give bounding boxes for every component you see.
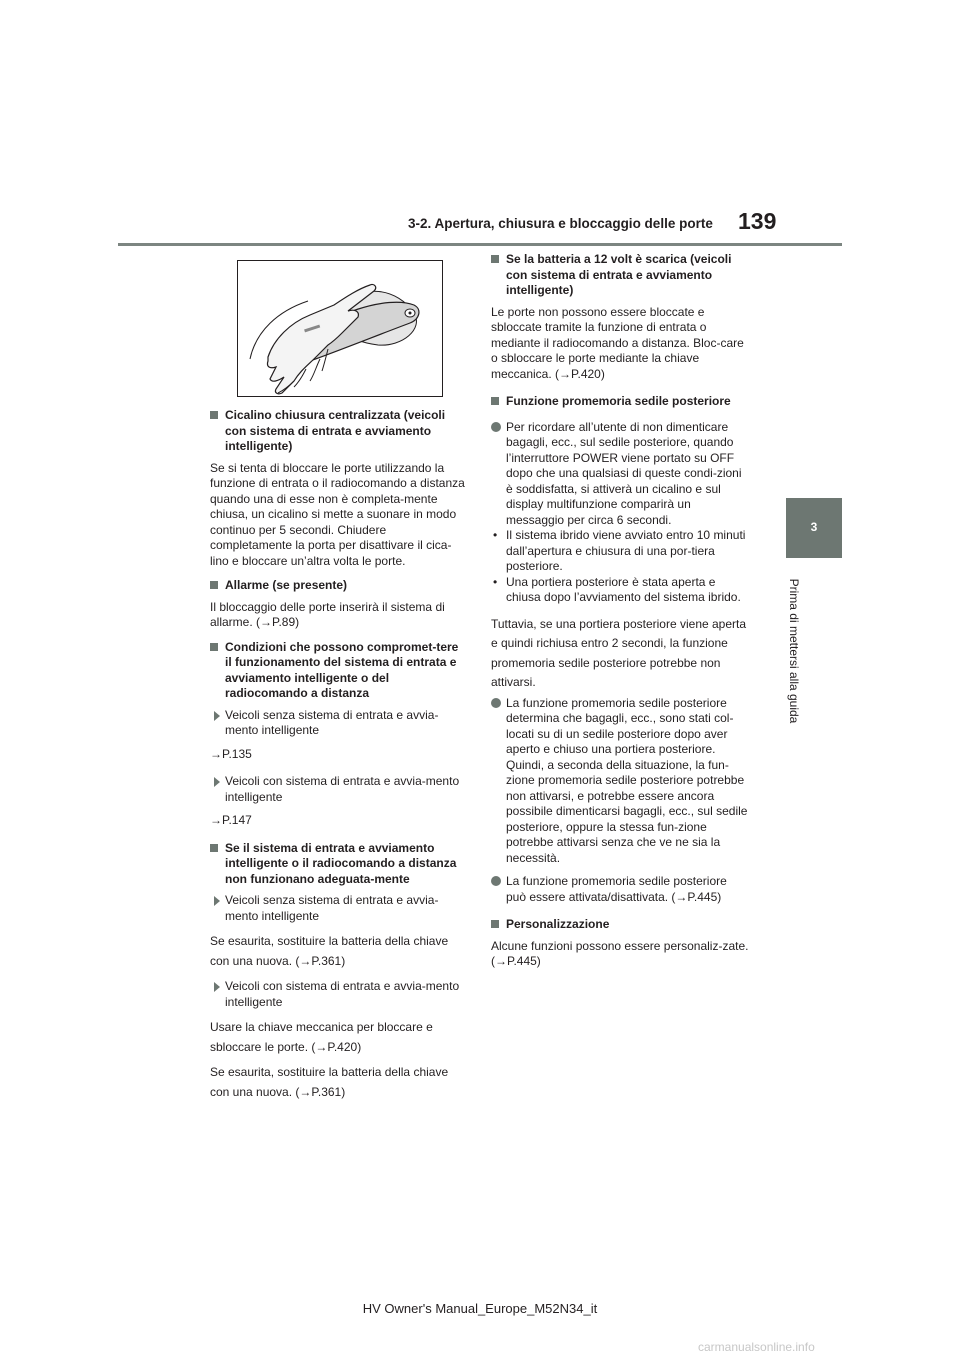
body-text: Tuttavia, se una portiera posteriore viene aperta e quindi richiusa entro 2 secondi, la funzione promemoria sedile posteriore potrebbe non attivarsi.	[491, 616, 747, 689]
square-bullet-icon	[210, 844, 218, 852]
watermark: carmanualsonline.info	[698, 1340, 815, 1354]
section-heading: Allarme (se presente)	[210, 578, 468, 594]
body-text: Il bloccaggio delle porte inserirà il sistema di allarme. (→P.89)	[210, 599, 445, 629]
list-item: Veicoli con sistema di entrata e avvia-mento intelligente	[210, 774, 468, 805]
triangle-bullet-icon	[214, 982, 220, 992]
right-column	[491, 252, 749, 979]
body-text: Usare la chiave meccanica per bloccare e sbloccare le porte. (→P.420)	[210, 1020, 433, 1054]
circle-bullet-icon	[491, 422, 501, 432]
triangle-bullet-icon	[214, 711, 220, 721]
bullet-marker: •	[493, 528, 498, 542]
square-bullet-icon	[210, 643, 218, 651]
hand-door-handle-figure	[237, 260, 443, 397]
list-item: Per ricordare all’utente di non dimenticare bagagli, ecc., sul sedile posteriore, quando l’interruttore POWER viene portato su OFF dopo che una qualsiasi di queste condi-zioni è soddisfatta, si attiverà un cicalino e sul display multifunzione comparirà un messaggio per circa 6 secondi.	[491, 420, 749, 529]
section-heading: Condizioni che possono compromet-tere il funzionamento del sistema di entrata e avviamento intelligente o del radiocomando a distanza	[210, 640, 468, 702]
hand-on-door-handle-illustration	[238, 261, 442, 396]
body-text: Se si tenta di bloccare le porte utilizzando la funzione di entrata o il radiocomando a distanza quando una di esse non è completa-mente chiusa, un cicalino si mette a suonare in modo continuo per 5 secondi. Chiudere completamente la porta per disattivare il cica-lino e bloccare un’altra volta le porte.	[210, 460, 465, 568]
square-bullet-icon	[491, 255, 499, 263]
page-number: 139	[738, 208, 777, 234]
list-item: • Il sistema ibrido viene avviato entro 10 minuti dall’apertura e chiusura di una por-tiera posteriore.	[493, 528, 746, 573]
triangle-bullet-icon	[214, 896, 220, 906]
square-bullet-icon	[491, 920, 499, 928]
page-reference: →P.147	[210, 813, 252, 827]
triangle-bullet-icon	[214, 777, 220, 787]
left-column	[210, 252, 468, 1105]
section-heading: Se il sistema di entrata e avviamento intelligente o il radiocomando a distanza non funzionano adeguata-mente	[210, 841, 468, 888]
chapter-number: 3	[810, 520, 818, 534]
square-bullet-icon	[210, 581, 218, 589]
list-item: La funzione promemoria sedile posteriore determina che bagagli, ecc., sono stati col-locati su di un sedile posteriore dopo aver aperto e chiuso una portiera posteriore. Quindi, a seconda della situazione, la fun-zione promemoria sedile posteriore potrebbe non attivarsi, e potrebbe essere ancora possibile dimenticarsi bagagli, ecc., sul sedile posteriore, oppure la stessa fun-zione potrebbe attivarsi senza che ve ne sia la necessità.	[491, 696, 749, 867]
section-heading: Personalizzazione	[491, 917, 749, 933]
bullet-marker: •	[493, 574, 498, 589]
square-bullet-icon	[491, 397, 499, 405]
list-item: Veicoli senza sistema di entrata e avvia-mento intelligente	[210, 708, 468, 739]
circle-bullet-icon	[491, 876, 501, 886]
section-heading: Cicalino chiusura centralizzata (veicoli con sistema di entrata e avviamento intelligente)	[210, 408, 468, 455]
chapter-title-vertical	[785, 566, 803, 736]
page-reference: →P.135	[210, 746, 252, 761]
header-divider	[118, 243, 842, 246]
body-text: Le porte non possono essere bloccate e sbloccate tramite la funzione di entrata o mediante il radiocomando a distanza. Bloc-care o sbloccare le porte mediante la chiave meccanica. (→P.420)	[491, 304, 744, 381]
section-heading: Funzione promemoria sedile posteriore	[491, 394, 749, 410]
section-heading: Se la batteria a 12 volt è scarica (veicoli con sistema di entrata e avviamento intelligente)	[491, 252, 749, 299]
bullet-list	[491, 528, 749, 606]
section-title: 3-2. Apertura, chiusura e bloccaggio delle porte	[408, 216, 713, 231]
list-item: La funzione promemoria sedile posteriore può essere attivata/disattivata. (→P.445)	[491, 874, 749, 905]
circle-bullet-icon	[491, 698, 501, 708]
chapter-title: Prima di mettersi alla guida	[787, 578, 801, 724]
square-bullet-icon	[210, 411, 218, 419]
body-text: Se esaurita, sostituire la batteria della chiave con una nuova. (→P.361)	[210, 934, 449, 968]
body-text: Alcune funzioni possono essere personaliz-zate. (→P.445)	[491, 938, 749, 968]
body-text: Se esaurita, sostituire la batteria della chiave con una nuova. (→P.361)	[210, 1065, 449, 1099]
list-item: Veicoli senza sistema di entrata e avvia-mento intelligente	[210, 893, 468, 924]
chapter-tab	[786, 498, 842, 558]
list-item: • Una portiera posteriore è stata aperta e chiusa dopo l’avviamento del sistema ibrido.	[493, 574, 741, 604]
list-item: Veicoli con sistema di entrata e avvia-mento intelligente	[210, 979, 468, 1010]
manual-name: HV Owner's Manual_Europe_M52N34_it	[362, 1301, 598, 1316]
